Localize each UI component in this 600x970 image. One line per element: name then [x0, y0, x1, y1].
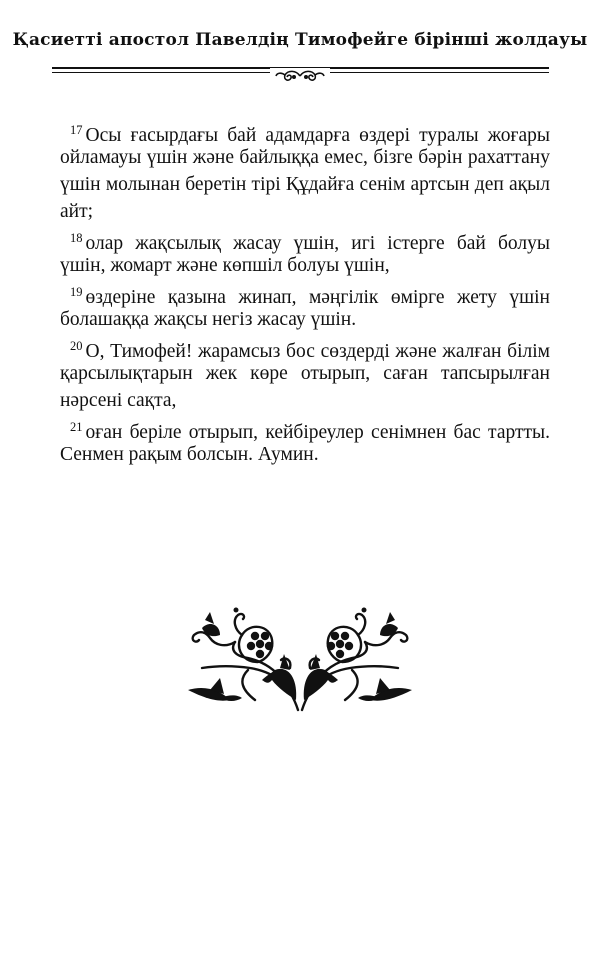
verse-line	[60, 387, 550, 414]
verse-line-text: өздеріне қазына жинап, мәңгілік өмірге жету үшін	[85, 287, 550, 308]
verse-line-text: қарсылықтарын жек көре отырып, саған тапсырылған	[60, 363, 550, 384]
verse-line	[60, 414, 550, 441]
running-head-title: Қасиетті апостол Павелдің Тимофейге бірінші жолдауы	[12, 30, 588, 50]
verse-number: 20	[70, 339, 83, 353]
verse-line	[60, 252, 550, 279]
verse-line	[60, 144, 550, 171]
verse-number: 21	[70, 420, 83, 434]
verse-line	[60, 225, 550, 252]
verse-line	[60, 198, 550, 225]
verse-number: 18	[70, 231, 83, 245]
verse-line	[60, 279, 550, 306]
verse-line-text: айт;	[60, 201, 94, 222]
verse-line	[60, 333, 550, 360]
verse-line-text: оған беріле отырып, кейбіреулер сенімнен бас тартты.	[85, 422, 550, 443]
verse-line-text: нәрсені сақта,	[60, 390, 177, 411]
verse-line	[60, 360, 550, 387]
verse-line	[60, 306, 550, 333]
small-floral-ornament-icon	[270, 68, 330, 84]
verse-line-text: О, Тимофей! жарамсыз бос сөздерді және жалған білім	[85, 341, 550, 362]
verse-line-text: Сенмен рақым болсын. Аумин.	[60, 444, 319, 465]
verse-line-text: Осы ғасырдағы бай адамдарға өздері туралы жоғары	[85, 125, 550, 146]
verse-line-text: ойламауы үшін және байлыққа емес, бізге бәрін рахаттану	[60, 147, 550, 168]
verse-line	[60, 117, 550, 144]
verse-line	[60, 441, 550, 468]
floral-tailpiece-icon	[180, 590, 420, 715]
verse-text	[60, 117, 550, 468]
verse-number: 19	[70, 285, 83, 299]
verse-line	[60, 171, 550, 198]
verse-line-text: үшін молынан беретін тірі Құдайға сенім артсын деп ақыл	[60, 174, 550, 195]
verse-number: 17	[70, 123, 83, 137]
verse-line-text: үшін, жомарт және көпшіл болуы үшін,	[60, 255, 390, 276]
verse-line-text: олар жақсылық жасау үшін, игі істерге бай болуы	[85, 233, 550, 254]
verse-line-text: болашаққа жақсы негіз жасау үшін.	[60, 309, 357, 330]
